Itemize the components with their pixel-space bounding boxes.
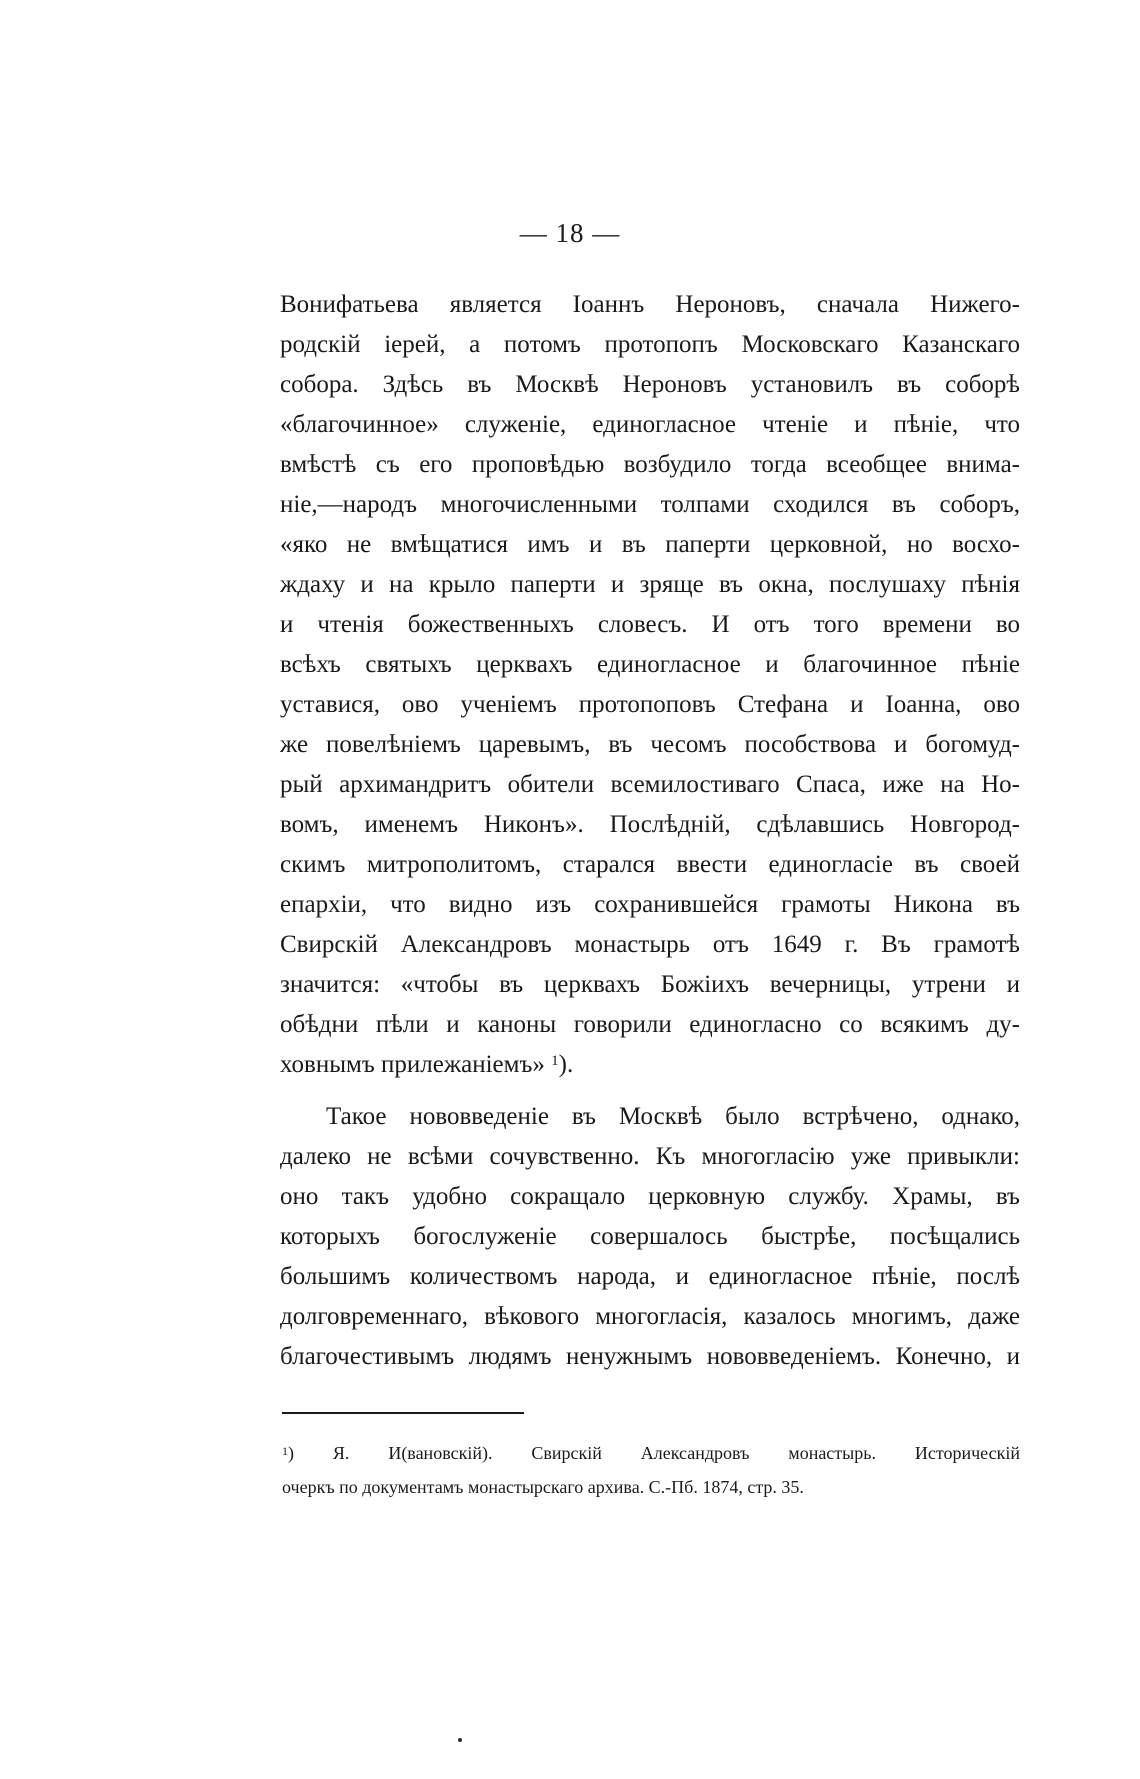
text-line: Вонифатьева является Іоаннъ Нероновъ, сначала Нижего- [280,291,1020,318]
text-line: долговременнаго, вѣкового многогласія, казалось многимъ, даже [280,1303,1020,1330]
text-line [280,1045,1020,1085]
footnote-divider [282,1412,524,1414]
text-line: вомъ, именемъ Никонъ». Послѣдній, сдѣлавшись Новгород- [280,811,1020,838]
text-line: епархіи, что видно изъ сохранившейся грамоты Никона въ [280,891,1020,918]
text-line: вмѣстѣ съ его проповѣдью возбудило тогда всеобщее внима- [280,451,1020,478]
text-line: ждаху и на крыло паперти и зряще въ окна, послушаху пѣнія [280,571,1020,598]
text-line: и чтенія божественныхъ словесъ. И отъ того времени во [280,611,1020,638]
text-line: Такое нововведеніе въ Москвѣ было встрѣчено, однако, [326,1103,1020,1130]
text-line: значится: «чтобы въ церквахъ Божіихъ вечерницы, утрени и [280,971,1020,998]
text-line: оно такъ удобно сокращало церковную службу. Храмы, въ [280,1183,1020,1210]
text-line: скимъ митрополитомъ, старался ввести единогласіе въ своей [280,851,1020,878]
page-number: — 18 — [519,218,621,248]
text-line: ніе,—народъ многочисленными толпами сходился въ соборъ, [280,491,1020,518]
text-line: благочестивымъ людямъ ненужнымъ нововведеніемъ. Конечно, и [280,1343,1020,1370]
footnote-reference[interactable]: 1 [551,1053,559,1069]
text-line: большимъ количествомъ народа, и единогласное пѣніе, послѣ [280,1263,1020,1290]
text-line: же повелѣніемъ царевымъ, въ чесомъ пособствова и богомуд- [280,731,1020,758]
footnote-text: ) Я. И(вановскій). Свирскій Александровъ монастырь. Историческій [288,1443,1020,1463]
text-line: собора. Здѣсь въ Москвѣ Нероновъ установилъ въ соборѣ [280,371,1020,398]
text-line: рый архимандритъ обители всемилостиваго Спаса, иже на Но- [280,771,1020,798]
text-line: Свирскій Александровъ монастырь отъ 1649 г. Въ грамотѣ [280,931,1020,958]
text-line: родскій іерей, а потомъ протопопъ Московскаго Казанскаго [280,331,1020,358]
footnote-line: очеркъ по документамъ монастырскаго архива. С.-Пб. 1874, стр. 35. [282,1477,804,1497]
footnote-marker: 1 [282,1444,288,1458]
paragraph-2 [280,1097,1020,1377]
footnote-reference-tail: ). [558,1051,574,1078]
text-line: далеко не всѣми сочувственно. Къ многогласію уже привыкли: [280,1143,1020,1170]
footnote-line [282,1436,1020,1470]
text-line: «яко не вмѣщатися имъ и въ паперти церковной, но восхо- [280,531,1020,558]
text-line-content: ховнымъ прилежаніемъ» [280,1051,545,1078]
text-line: обѣдни пѣли и каноны говорили единогласно со всякимъ ду- [280,1011,1020,1038]
paragraph-1 [280,285,1020,1085]
footnote [282,1436,1020,1504]
text-line: всѣхъ святыхъ церквахъ единогласное и благочинное пѣніе [280,651,1020,678]
print-speck [458,1738,462,1742]
text-line: «благочинное» служеніе, единогласное чтеніе и пѣніе, что [280,411,1020,438]
text-line: которыхъ богослуженіе совершалось быстрѣе, посѣщались [280,1223,1020,1250]
text-line: уставися, ово ученіемъ протопоповъ Стефана и Іоанна, ово [280,691,1020,718]
